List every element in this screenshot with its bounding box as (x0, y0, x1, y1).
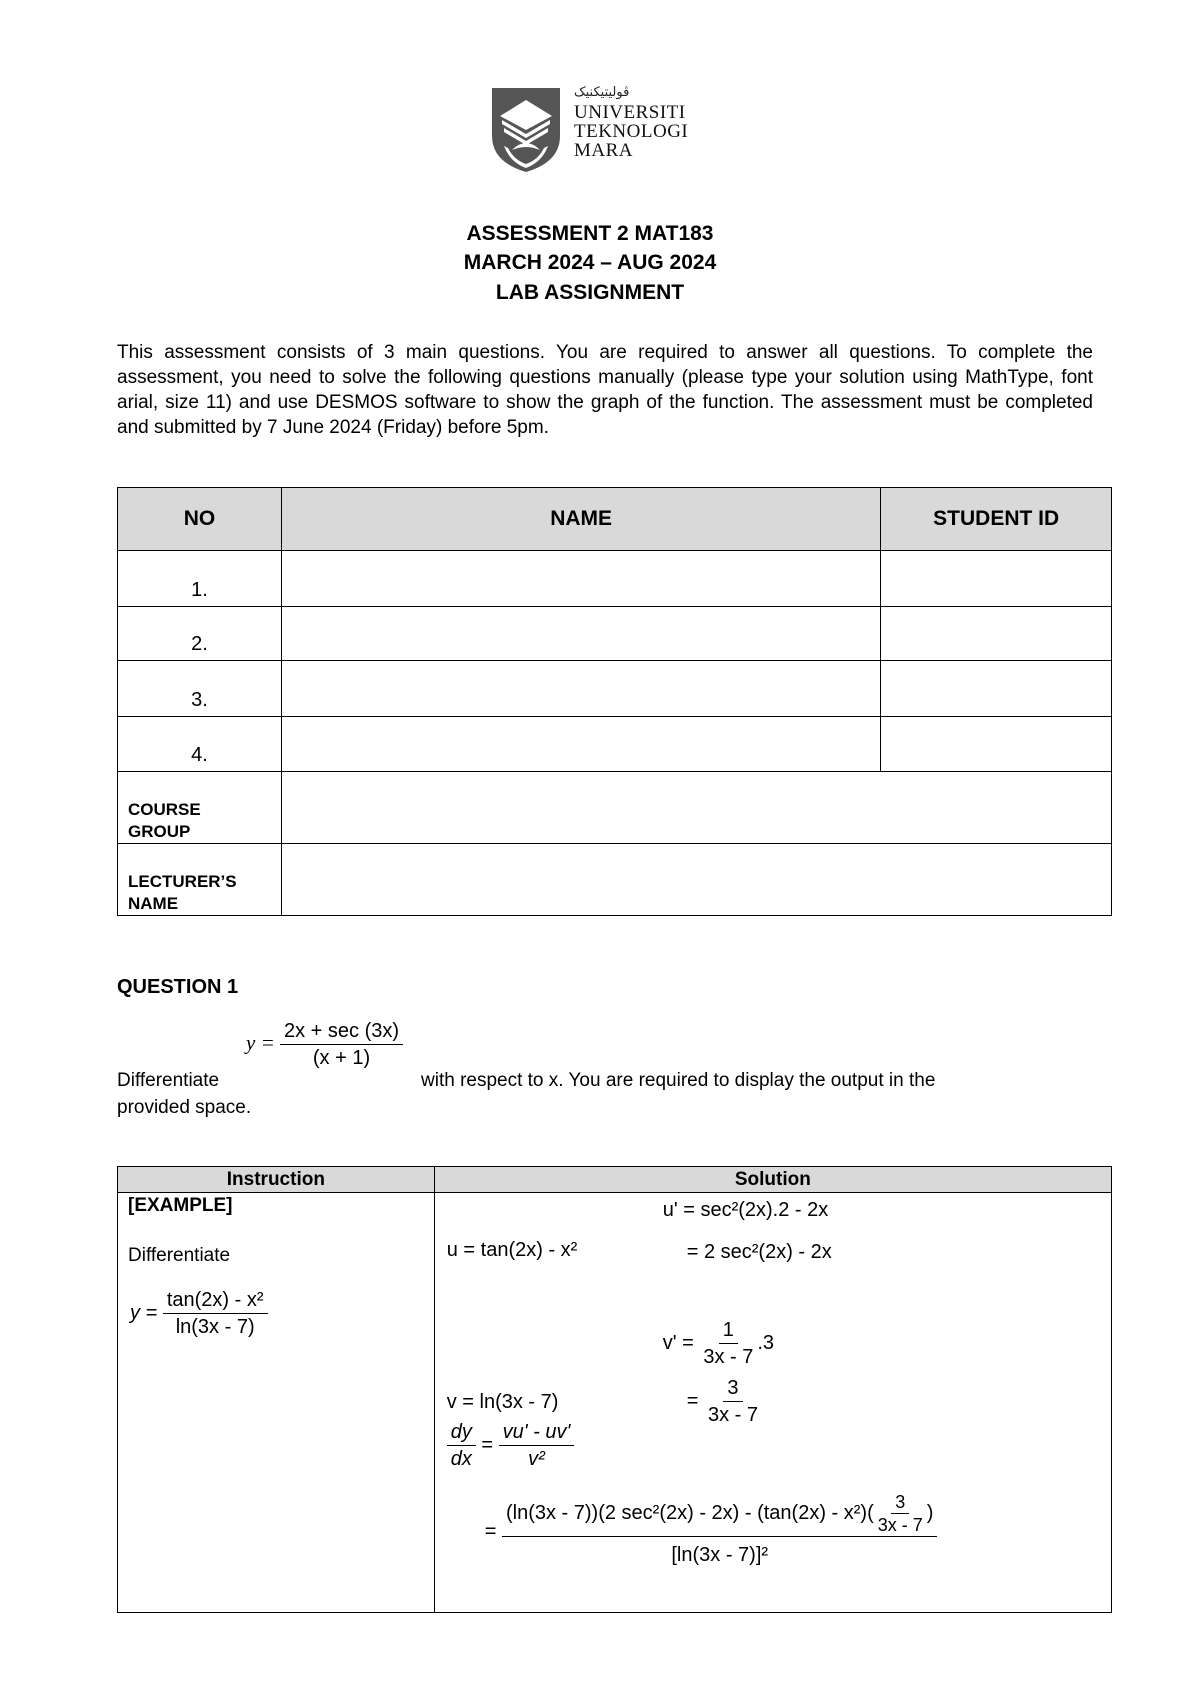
row-number: 2. (118, 607, 282, 661)
course-group-cell[interactable] (281, 772, 1111, 844)
lecturer-name-cell[interactable] (281, 844, 1111, 916)
final-numerator: (ln(3x - 7))(2 sec²(2x) - 2x) - (tan(2x) - x²)( (505, 1501, 874, 1524)
table-row (118, 661, 1112, 717)
table-row (118, 607, 1112, 661)
assessment-type: LAB ASSIGNMENT (495, 281, 685, 304)
student-id-cell[interactable] (881, 661, 1112, 717)
assessment-title: ASSESSMENT 2 MAT183 (466, 222, 714, 245)
logo-line-2: TEKNOLOGI (574, 121, 689, 142)
u-prime-step-1: u' = sec²(2x).2 - 2x (662, 1199, 829, 1221)
final-denominator: [ln(3x - 7)]² (671, 1544, 769, 1566)
row-number: 1. (118, 551, 282, 607)
name-cell[interactable] (281, 607, 880, 661)
logo-line-1: UNIVERSITI (574, 102, 686, 123)
assessment-period: MARCH 2024 – AUG 2024 (463, 251, 717, 274)
example-label: [EXAMPLE] (128, 1195, 233, 1216)
example-numerator: tan(2x) - x² (163, 1287, 268, 1314)
solution-cell (434, 1193, 1111, 1613)
equation-numerator: 2x + sec (3x) (280, 1018, 403, 1045)
solution-table (117, 1166, 1112, 1613)
instruction-cell (118, 1193, 435, 1613)
example-text: Differentiate (128, 1245, 231, 1266)
u-definition: u = tan(2x) - x² (446, 1239, 578, 1261)
group-members-table (117, 487, 1112, 916)
example-equation: y = $\frac{\text{tan(2x) - x²}}{\ln(3x - 7)}$ (130, 1287, 268, 1340)
question-1-pre-text: Differentiate (117, 1070, 220, 1091)
question-1-post-text-2: provided space. (117, 1097, 252, 1118)
u-prime-step-2: = 2 sec²(2x) - 2x (686, 1241, 832, 1263)
row-number: 3. (118, 661, 282, 717)
lecturer-row (118, 844, 1112, 916)
table-row (118, 717, 1112, 772)
name-cell[interactable] (281, 551, 880, 607)
student-id-cell[interactable] (881, 717, 1112, 772)
question-1-heading: QUESTION 1 (117, 976, 239, 998)
v-definition: v = ln(3x - 7) (446, 1391, 559, 1413)
name-cell[interactable] (281, 661, 880, 717)
col-header-solution: Solution (434, 1167, 1111, 1193)
quotient-rule: $\frac{dy}{dx}$ = $\frac{vu' - uv'}{\text{v²}}$ (447, 1419, 575, 1472)
course-group-row (118, 772, 1112, 844)
student-id-cell[interactable] (881, 607, 1112, 661)
logo-jawi-text: ڤوليتيكنيک (574, 84, 630, 99)
student-id-cell[interactable] (881, 551, 1112, 607)
lecturer-label: LECTURER’S NAME (118, 844, 282, 916)
course-group-label: COURSE GROUP (118, 772, 282, 844)
question-1-post-text: with respect to x. You are required to display the output in the (421, 1070, 936, 1091)
col-header-no: NO (118, 488, 282, 551)
logo-line-3: MARA (574, 140, 634, 161)
table-row (118, 551, 1112, 607)
example-denominator: ln(3x - 7) (175, 1316, 255, 1338)
col-header-name: NAME (281, 488, 880, 551)
v-prime-step-1: v' = $\frac{1}{3x - 7}$ .3 (662, 1319, 775, 1368)
col-header-instruction: Instruction (118, 1167, 435, 1193)
equation-denominator: (x + 1) (312, 1047, 371, 1069)
v-prime-step-2: = $\frac{3}{3x - 7}$ (686, 1377, 758, 1426)
university-emblem-icon (490, 86, 562, 172)
intro-paragraph: This assessment consists of 3 main questions. You are required to answer all questions. To complete the assessment, you need to solve the following questions manually (please type your solution using MathType, font arial, size 11) and use DESMOS software to show the graph of the function. The assessment must be completed and submitted by 7 June 2024 (Friday) before 5pm. (117, 342, 1093, 438)
university-logo (490, 86, 720, 172)
row-number: 4. (118, 717, 282, 772)
name-cell[interactable] (281, 717, 880, 772)
equation-lhs: y = (246, 1030, 275, 1055)
final-derivative: = (ln(3x - 7))(2 sec²(2x) - 2x) - (tan(2x) - x²)( $\frac{3}{3x - 7}$ ) [ln(3x - 7)]² (485, 1491, 938, 1573)
question-1-equation (246, 1018, 403, 1071)
col-header-student-id: STUDENT ID (881, 488, 1112, 551)
